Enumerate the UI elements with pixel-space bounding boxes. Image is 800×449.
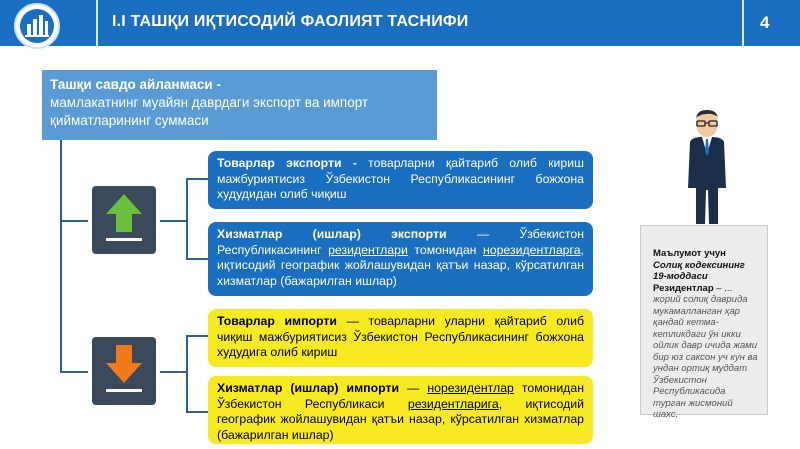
page-title: I.I ТАШҚИ ИҚТИСОДИЙ ФАОЛИЯТ ТАСНИФИ: [112, 13, 469, 30]
goods-import-card: [208, 309, 593, 367]
arrow-down-icon: [92, 337, 156, 405]
note-title: Маълумот учун: [653, 248, 726, 259]
services-export-card: [208, 222, 593, 296]
residents-term: резидентлари: [328, 242, 408, 257]
note-term: Резидентлар: [653, 282, 714, 294]
info-note-scroll: [640, 225, 768, 420]
services-export-text-1: — Ўзбекистон Республикасининг: [217, 227, 584, 257]
services-import-title: Хизматлар (ишлар) импорти: [217, 381, 400, 395]
definition-text: мамлакатнинг муайян даврдаги экспорт ва импорт қийматларининг суммаси: [50, 95, 369, 128]
bracket-import-bottom: [186, 411, 208, 413]
page-number: 4: [760, 13, 770, 32]
goods-export-text: товарларни қайтариб олиб кириш мажбуриятисиз Ўзбекистон Республикасининг божхона худудидан олиб чиқиш: [217, 156, 584, 201]
services-export-title: Хизматлар (ишлар) экспорти: [217, 227, 447, 241]
goods-import-title: Товарлар импорти: [217, 314, 337, 328]
services-export-text-3: , иқтисодий географик жойлашувидан қатъи назар, кўрсатилган хизматлар (бажарилган ишлар): [217, 242, 584, 288]
bracket-export: [186, 178, 188, 260]
services-import-text-2: томонидан Ўзбекистон Республикаси: [217, 381, 584, 411]
building-chart-logo-icon: [14, 3, 60, 49]
header-bar: [0, 0, 800, 46]
residents-term-import: резидентларига: [407, 396, 499, 411]
goods-export-title: Товарлар экспорти -: [217, 156, 357, 170]
header-divider-right: [742, 0, 744, 46]
bracket-import-link: [160, 371, 186, 373]
nonresidents-term: норезидентларга: [482, 242, 581, 257]
arrow-up-icon: [92, 186, 156, 254]
goods-export-card: [208, 151, 593, 209]
businessman-icon: [682, 108, 732, 226]
definition-box: [42, 70, 437, 140]
services-import-text-3: , иқтисодий географик жойлашувидан қатъи назар, кўрсатилган хизматлар (бажарилган ишлар): [217, 396, 584, 442]
definition-term: Ташқи савдо айланмаси -: [50, 77, 221, 92]
header-divider: [96, 0, 98, 46]
bracket-import-top: [186, 335, 208, 337]
tree-branch-export: [60, 220, 88, 222]
tree-trunk-line: [60, 140, 62, 372]
tree-branch-import: [60, 371, 88, 373]
note-subtitle: Солиқ кодексининг 19-моддаси: [653, 259, 745, 282]
bracket-export-link: [160, 220, 186, 222]
nonresidents-term-import: норезидентлар: [427, 381, 514, 395]
bracket-import: [186, 335, 188, 413]
note-body: жорий солиқ даврида мукамалланган ҳар қандай кетма-кетликдаги ўн икки ойлик давр ичида жами бир юз саксон уч кун ва ундан ортиқ муддат Ўзбекистон Республикасида турган жисмоний шахс.: [653, 294, 758, 420]
services-import-text-1: —: [399, 381, 428, 395]
bracket-export-bottom: [186, 258, 208, 260]
note-dash: – ...: [713, 282, 733, 294]
services-import-card: [208, 376, 593, 444]
bracket-export-top: [186, 178, 208, 180]
goods-import-text: — товарларни уларни қайтариб олиб чиқиш мажбуриятисиз Ўзбекистон Республикасининг божхона худудига олиб кириш: [217, 314, 584, 359]
services-export-text-2: томонидан: [407, 242, 483, 257]
